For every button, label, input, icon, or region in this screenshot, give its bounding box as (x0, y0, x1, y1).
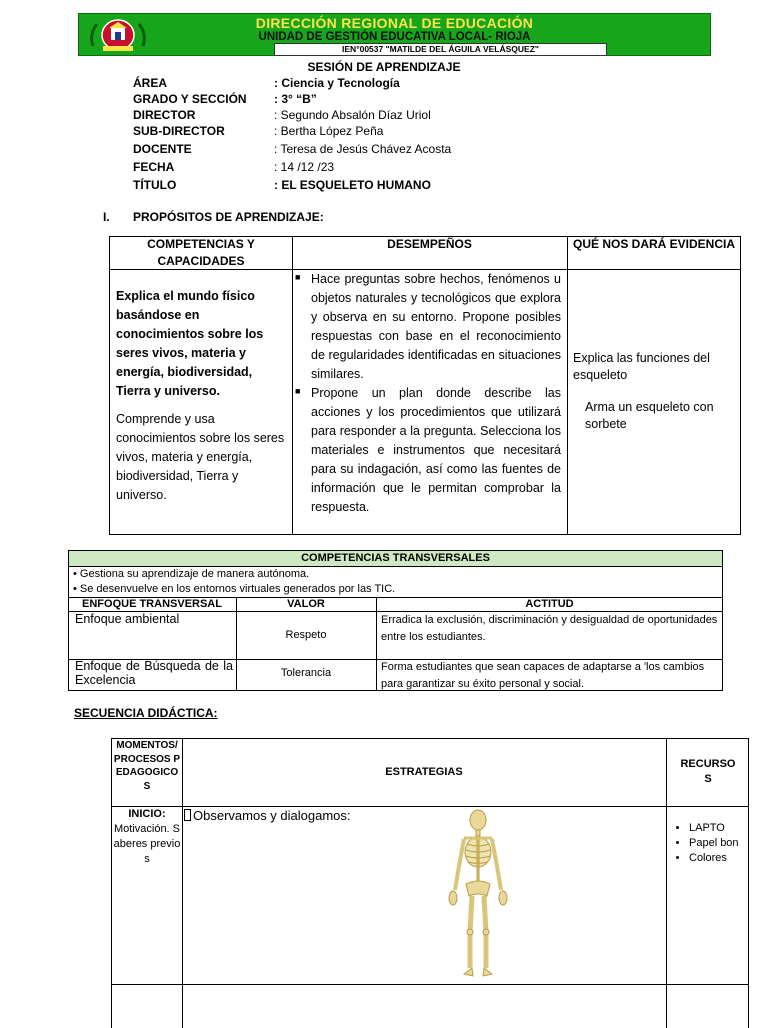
info-label: DIRECTOR (133, 108, 196, 122)
info-row-title (0, 178, 768, 194)
header-momentos: MOMENTOS/ PROCESOS PEDAGOGICOS (113, 740, 181, 792)
header-enfoque: ENFOQUE TRANSVERSAL (82, 598, 222, 610)
skeleton-illustration-icon (432, 808, 524, 984)
competencia-text: Explica el mundo físico basándose en conocimientos sobre los seres vivos, materia y energía, biodiversidad, Tierra y universo. (116, 289, 264, 398)
info-row-date (0, 160, 768, 176)
enfoque-cell: Enfoque de Búsqueda de la Excelencia (75, 659, 233, 687)
info-value: : Segundo Absalón Díaz Uriol (274, 108, 431, 122)
valor-cell: Respeto (285, 629, 327, 641)
header-estrategias: ESTRATEGIAS (385, 766, 463, 778)
header-evidencia: QUÉ NOS DARÁ EVIDENCIA (572, 237, 736, 251)
info-label: SUB-DIRECTOR (133, 124, 225, 138)
evidencia-text-1: Explica las funciones del esqueleto (573, 351, 710, 382)
placeholder-glyph-icon (184, 809, 191, 821)
info-row-director (0, 108, 768, 124)
resource-item: • Papel bon (689, 836, 747, 851)
desempeno-item: ■ Propone un plan donde describe las acciones y los procedimientos que utilizará para responder a la pregunta. Selecciona los materiales e instrumentos que necesitará para su indagación, así como las fuentes de información que le permitan comprobar la respuesta. (293, 384, 561, 517)
info-row-teacher (0, 142, 768, 158)
info-row-grade (0, 92, 768, 108)
desempeno-item: ■ Hace preguntas sobre hechos, fenómenos u objetos naturales y tecnológicos que explora y observa en su entorno. Propone posibles respuestas con base en el reconocimiento de regularidades identificadas en situaciones similares. (293, 270, 561, 384)
header-valor: VALOR (287, 598, 325, 610)
info-value: : 14 /12 /23 (274, 160, 335, 174)
inicio-label: INICIO: (128, 808, 166, 820)
header-competencias: COMPETENCIAS Y CAPACIDADES (147, 237, 255, 268)
actitud-cell: Forma estudiantes que sean capaces de adaptarse a 'los cambios para garantizar su éxito personal y social. (381, 661, 705, 690)
info-value: : Bertha López Peña (274, 124, 384, 138)
header-desempenos: DESEMPEÑOS (387, 237, 472, 251)
inicio-subtitle: Motivación. Saberes previos (113, 823, 181, 865)
info-label: FECHA (133, 160, 175, 174)
banner-school-name: IEN°00537 "MATILDE DEL ÁGUILA VELÁSQUEZ" (274, 43, 607, 56)
evidencia-text-2: Arma un esqueleto con sorbete (585, 400, 714, 431)
sequence-title: SECUENCIA DIDÁCTICA: (74, 706, 218, 720)
info-value: : EL ESQUELETO HUMANO (274, 178, 431, 192)
page-title: SESIÓN DE APRENDIZAJE (307, 60, 461, 74)
enfoque-cell: Enfoque ambiental (75, 612, 180, 626)
actitud-cell: Erradica la exclusión, discriminación y desigualdad de oportunidades entre los estudiantes. (381, 614, 718, 643)
info-value: : 3° “B” (274, 92, 317, 106)
resources-list (671, 821, 747, 866)
session-info (0, 76, 768, 196)
banner-title: DIRECCIÓN REGIONAL DE EDUCACIÓN (255, 15, 534, 31)
info-label: ÁREA (133, 76, 168, 90)
capacidad-text: Comprende y usa conocimientos sobre los seres vivos, materia y energía, biodiversidad, Tierra y universo. (116, 412, 285, 502)
desempenos-list (293, 270, 561, 517)
info-row-area (0, 76, 768, 92)
resource-item: • Colores (689, 851, 747, 866)
header-actitud: ACTITUD (525, 598, 574, 610)
info-label: TÍTULO (133, 178, 177, 192)
transversal-title: COMPETENCIAS TRANSVERSALES (301, 552, 490, 564)
resource-item: • LAPTO (689, 821, 747, 836)
info-label: DOCENTE (133, 142, 192, 156)
info-value: : Ciencia y Tecnología (274, 76, 400, 90)
transversal-item: • Se desenvuelve en los entornos virtuales generados por las TIC. (73, 583, 396, 595)
info-value: : Teresa de Jesús Chávez Acosta (274, 142, 452, 156)
header-banner (78, 13, 711, 56)
header-recursos: RECURSOS (680, 758, 736, 785)
strategy-text-label: Observamos y dialogamos: (193, 808, 351, 823)
info-label: GRADO Y SECCIÓN (133, 92, 247, 106)
transversal-item: • Gestiona su aprendizaje de manera autónoma. (73, 568, 310, 580)
info-row-subdirector (0, 124, 768, 140)
valor-cell: Tolerancia (280, 667, 332, 679)
banner-subtitle: UNIDAD DE GESTIÓN EDUCATIVA LOCAL- RIOJA (258, 31, 531, 43)
section-title: PROPÓSITOS DE APRENDIZAJE: (133, 210, 324, 224)
section-number: I. (103, 210, 110, 224)
strategy-text (184, 808, 351, 823)
